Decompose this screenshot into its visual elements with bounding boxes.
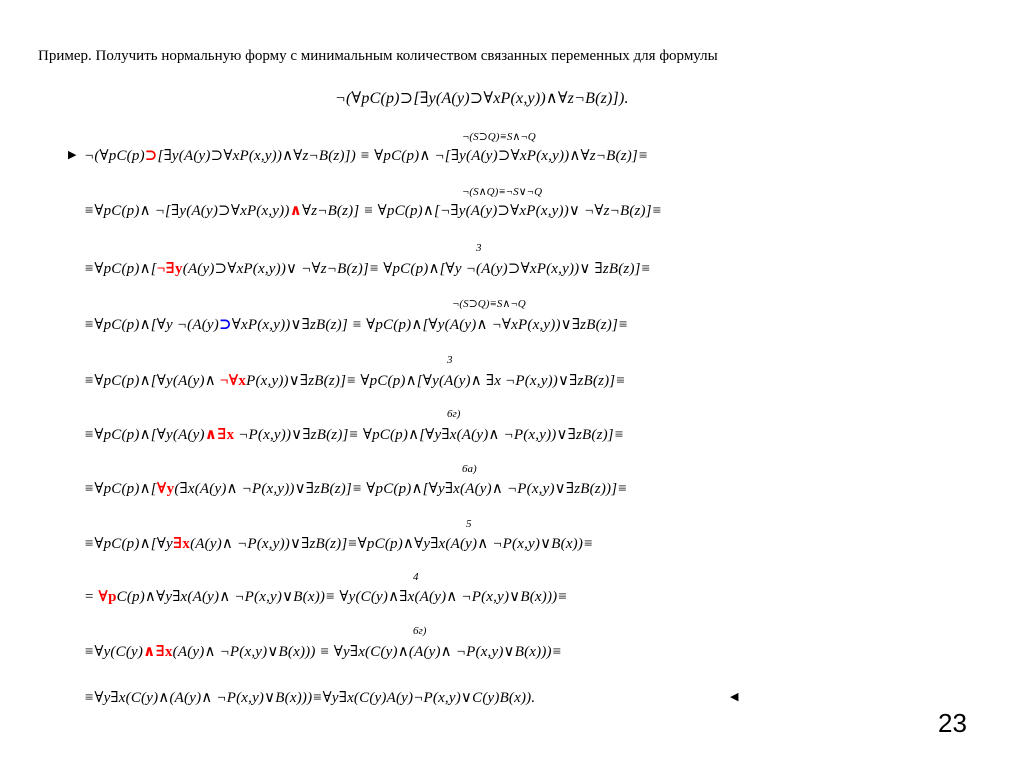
- line-3-rest: (A(y)⊃∀xP(x,y))∨ ¬∀z¬B(z)]≡ ∀pC(p)∧[∀y ¬(A(y)⊃∀xP(x,y))∨ ∃zB(z)]≡: [182, 261, 652, 277]
- rule-note-9: 4: [413, 571, 419, 583]
- line-2-text: ≡∀pC(p)∧ ¬[∃y(A(y)⊃∀xP(x,y)): [84, 203, 290, 219]
- rule-note-1: ¬(S⊃Q)≡S∧¬Q: [462, 131, 536, 143]
- line-8-text: ≡∀pC(p)∧[∀y: [84, 536, 173, 552]
- rule-note-4: ¬(S⊃Q)≡S∧¬Q: [452, 298, 526, 310]
- line-9-rest: C(p)∧∀y∃x(A(y)∧ ¬P(x,y)∨B(x))≡ ∀y(C(y)∧∃x(A(y)∧ ¬P(x,y)∨B(x)))≡: [116, 589, 568, 605]
- derivation-line-2: [84, 201, 662, 220]
- derivation-line-4: [84, 315, 628, 334]
- line-5-highlight: ¬∀x: [219, 373, 247, 389]
- line-5-text: ≡∀pC(p)∧[∀y(A(y)∧: [84, 373, 220, 389]
- example-heading: Пример. Получить нормальную форму с минимальным количеством связанных переменных для формулы: [38, 48, 718, 64]
- line-6-highlight: ∧∃x: [204, 427, 235, 443]
- main-formula: ¬(∀pC(p)⊃[∃y(A(y)⊃∀xP(x,y))∧∀z¬B(z)]).: [335, 90, 629, 107]
- line-2-rest: ∀z¬B(z)] ≡ ∀pC(p)∧[¬∃y(A(y)⊃∀xP(x,y))∨ ¬∀z¬B(z)]≡: [301, 203, 663, 219]
- line-6-rest: ¬P(x,y))∨∃zB(z)]≡ ∀pC(p)∧[∀y∃x(A(y)∧ ¬P(x,y))∨∃zB(z)]≡: [234, 427, 625, 443]
- line-7-text: ≡∀pC(p)∧[: [84, 481, 157, 497]
- line-9-highlight: ∀p: [98, 589, 117, 605]
- rule-note-2: ¬(S∧Q)≡¬S∨¬Q: [462, 186, 543, 198]
- rule-note-8: 5: [466, 518, 472, 530]
- derivation-line-11: [84, 688, 535, 707]
- line-2-highlight: ∧: [289, 203, 302, 219]
- line-4-text: ≡∀pC(p)∧[∀y ¬(A(y): [84, 317, 219, 333]
- line-1-text: ¬(∀pC(p): [84, 148, 145, 164]
- line-7-rest: (∃x(A(y)∧ ¬P(x,y))∨∃zB(z)]≡ ∀pC(p)∧[∀y∃x(A(y)∧ ¬P(x,y)∨∃zB(z))]≡: [174, 481, 628, 497]
- derivation-line-7: [84, 479, 628, 498]
- derivation-line-10: [84, 642, 562, 661]
- line-3-highlight: ¬∃y: [156, 261, 183, 277]
- derivation-line-8: [84, 534, 593, 553]
- page-number: 23: [938, 708, 967, 738]
- derivation-line-3: [84, 259, 651, 278]
- line-4-highlight: ⊃: [218, 317, 232, 333]
- line-6-text: ≡∀pC(p)∧[∀y(A(y): [84, 427, 205, 443]
- rule-note-10: 6г): [413, 625, 427, 637]
- derivation-line-9: [84, 587, 568, 606]
- derivation-line-5: [84, 371, 626, 390]
- rule-note-3: 3: [476, 242, 482, 254]
- rule-note-6: 6г): [447, 408, 461, 420]
- derivation-line-1: [84, 146, 648, 165]
- line-1-rest: [∃y(A(y)⊃∀xP(x,y))∧∀z¬B(z)]) ≡ ∀pC(p)∧ ¬[∃y(A(y)⊃∀xP(x,y))∧∀z¬B(z)]≡: [157, 148, 649, 164]
- line-10-text: ≡∀y(C(y): [84, 644, 144, 660]
- rule-note-7: 6а): [462, 463, 477, 475]
- step-end-arrow-icon: ◀: [730, 691, 739, 703]
- line-8-highlight: ∃x: [172, 536, 191, 552]
- line-3-text: ≡∀pC(p)∧[: [84, 261, 157, 277]
- derivation-line-6: [84, 425, 624, 444]
- line-8-rest: (A(y)∧ ¬P(x,y))∨∃zB(z)]≡∀pC(p)∧∀y∃x(A(y)∧ ¬P(x,y)∨B(x))≡: [190, 536, 594, 552]
- line-9-text: =: [84, 589, 99, 605]
- step-start-arrow-icon: ▶: [68, 149, 77, 161]
- line-7-highlight: ∀y: [156, 481, 175, 497]
- rule-note-5: 3: [447, 354, 453, 366]
- line-10-rest: (A(y)∧ ¬P(x,y)∨B(x))) ≡ ∀y∃x(C(y)∧(A(y)∧ ¬P(x,y)∨B(x)))≡: [172, 644, 563, 660]
- line-1-highlight: ⊃: [144, 148, 158, 164]
- line-11-text: ≡∀y∃x(C(y)∧(A(y)∧ ¬P(x,y)∨B(x)))≡∀y∃x(C(y)A(y)¬P(x,y)∨C(y)B(x)).: [84, 690, 536, 706]
- line-10-highlight: ∧∃x: [143, 644, 173, 660]
- line-5-rest: P(x,y))∨∃zB(z)]≡ ∀pC(p)∧[∀y(A(y)∧ ∃x ¬P(x,y))∨∃zB(z)]≡: [246, 373, 626, 389]
- line-4-rest: ∀xP(x,y))∨∃zB(z)] ≡ ∀pC(p)∧[∀y(A(y)∧ ¬∀xP(x,y))∨∃zB(z)]≡: [231, 317, 629, 333]
